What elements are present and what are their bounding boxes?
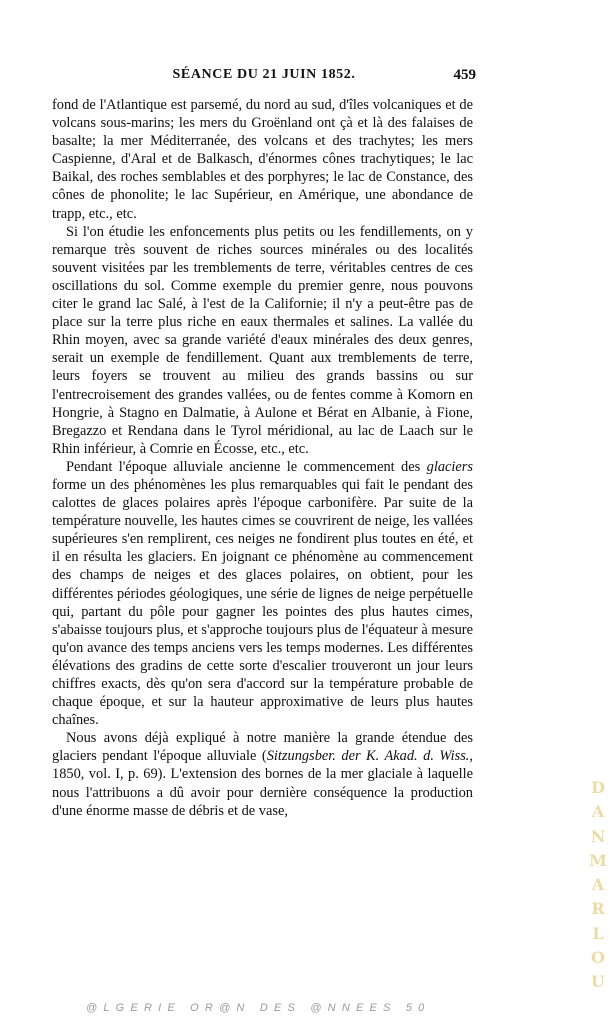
text-run: Nous avons déjà expliqué à notre manière la grande étendue des glaciers pendant l'époque alluviale ( [52, 730, 473, 765]
text-run: Si l'on étudie les enfoncements plus petits ou les fendillements, on y remarque très souvent de riches sources minérales ou des localités souvent visitées par les tremblements de terre, véritables centres de ces oscillations du sol. Comme exemple du premier genre, nous pouvons citer le grand lac Salé, à l'est de la Californie; il n'y a peut-être pas de place sur la terre plus riche en eaux thermales et salines. La vallée du Rhin moyen, avec sa grande variété d'eaux minérales des deux genres, serait un exemple de fendillement. Quant aux tremblements de terre, leurs foyers se trouvent au milieu des grands bassins ou sur l'entrecroisement des grandes vallées, ou de fentes comme à Komorn en Hongrie, à Stagno en Dalmatie, à Aulone et Bérat en Albanie, à Fione, Bregazzo et Rendana dans le Tyrol méridional, au lac de Laach sur le Rhin inférieur, à Comrie en Écosse, etc., etc. [52, 223, 473, 457]
watermark-letter: U [591, 972, 605, 991]
watermark-letter: R [591, 899, 605, 919]
watermark-letter: D [591, 778, 605, 797]
italic-text: Sitzungsber. der K. Akad. d. Wiss. [266, 748, 470, 765]
paragraph [52, 96, 473, 223]
paragraph [52, 458, 473, 729]
text-run: forme un des phénomènes les plus remarquables qui fait le pendant des calottes de glaces polaires après l'époque carbonifère. Par suite de la température nouvelle, les hautes cimes se couvrirent de neige, les vallées supérieures s'en remplirent, ces neiges ne fondirent plus toutes en été, et il en résulta les glaciers. En joignant ce phénomène au commencement des champs de neiges et des glaces polaires, on obtient, pour les différentes périodes géologiques, une série de lignes de neige perpétuelle qui, partant du pôle pour gagner les pointes des plus hautes cimes, s'abaisse toujours plus, et s'approche toujours plus de l'équateur à mesure qu'on avance des temps anciens vers les temps modernes. Les différentes élévations des gradins de cette sorte d'escalier trouveront un jour leurs chiffres exacts, dès qu'on sera d'accord sur la température probable de chaque époque, et sur la hauteur approximative de leurs plus hautes chaînes. [52, 476, 473, 729]
body-text [52, 96, 473, 820]
page-header [52, 64, 476, 86]
watermark-letter: N [590, 826, 606, 846]
watermark-letter: A [591, 802, 605, 822]
text-run: , 1850, vol. I, p. 69). L'extension des bornes de la mer glaciale à laquelle nous l'attribuons a dû avoir pour dernière conséquence la production d'une énorme masse de débris et de vase, [52, 748, 473, 819]
paragraph [52, 729, 473, 819]
text-run: fond de l'Atlantique est parsemé, du nord au sud, d'îles volcaniques et de volcans sous-marins; les mers du Groënland ont çà et là des falaises de basalte; la mer Méditerranée, des volcans et des trachytes; les mers Caspienne, d'Aral et de Balkasch, d'énormes cônes trachytiques; le lac Baikal, des roches semblables et des porphyres; le lac de Constance, des cônes de phonolite; le lac Supérieur, en Amérique, une abondance de trapp, etc., etc. [52, 97, 473, 222]
text-run: Pendant l'époque alluviale ancienne le commencement des [66, 458, 427, 475]
watermark-letter: M [589, 850, 607, 870]
running-title: SÉANCE DU 21 JUIN 1852. [172, 67, 356, 82]
watermark-letter: L [592, 923, 604, 943]
footer-watermark: @LGERIE OR@N DES @NNEES 50 [86, 1002, 431, 1014]
page-number: 459 [453, 67, 476, 83]
side-watermark [586, 780, 610, 990]
watermark-letter: A [591, 875, 605, 894]
watermark-letter: O [591, 947, 605, 967]
paragraph [52, 223, 473, 458]
italic-text: glaciers [426, 458, 473, 475]
